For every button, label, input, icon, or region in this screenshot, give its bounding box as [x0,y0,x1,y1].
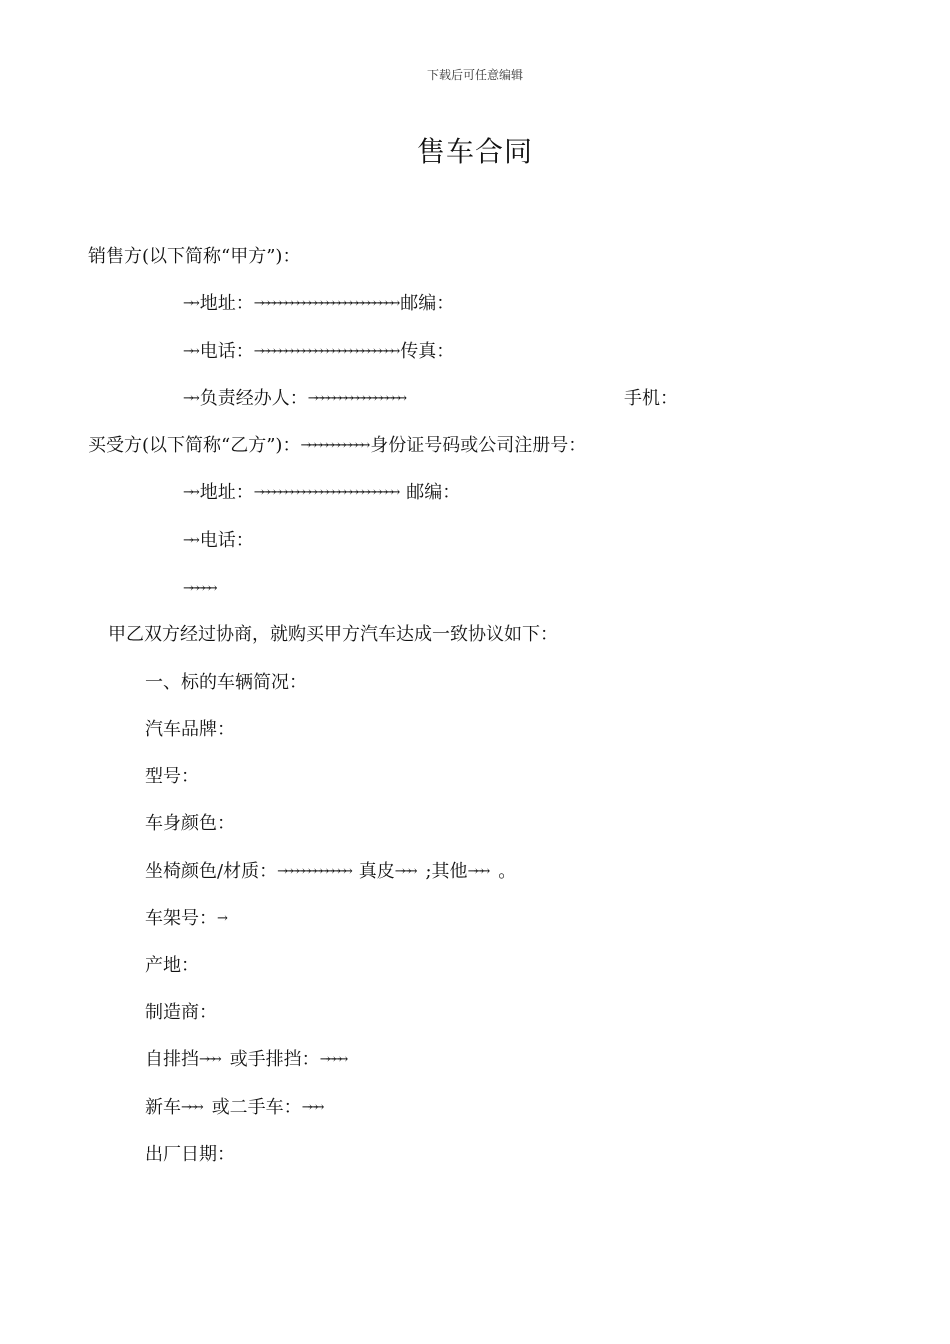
seller-label: 销售方(以下简称“甲方”)： [88,246,301,267]
brand-label: 汽车品牌： [145,719,235,740]
section1-heading: 一、标的车辆简况： [145,672,307,693]
seat-label: 坐椅颜色/材质： [145,861,278,882]
seller-phone-lead: →→ [183,344,195,359]
seat-row [145,860,516,884]
used-label: 或二手车： [211,1097,302,1118]
buyer-id-label: 身份证号码或公司注册号： [370,435,587,456]
buyer-postcode-label: 邮编： [406,482,461,503]
seller-mobile-label: 手机： [624,388,678,409]
auto-fill: →→→ [199,1052,217,1067]
buyer-row [88,434,586,458]
buyer-phone-lead: →→ [183,533,195,548]
manual-label: 或手排挡： [229,1049,320,1070]
buyer-blank-fill: →→→→→ [183,581,213,596]
leather-fill: →→→ [394,864,413,879]
condition-row [145,1096,324,1120]
seller-phone-row [183,340,454,364]
vin-label: 车架号： [145,908,217,929]
new-label: 新车 [145,1097,181,1118]
seller-address-row [183,292,454,316]
seller-agent-lead: →→ [183,391,195,406]
buyer-label: 买受方(以下简称“乙方”)： [88,435,301,456]
seat-fill: →→→→→→→→→→→→ [277,864,348,879]
other-fill: →→→ [467,864,486,879]
buyer-label-fill: →→→→→→→→→→→ [300,438,366,453]
other-label: ;其他 [425,861,468,882]
seller-agent-row [183,387,407,411]
new-fill: →→→ [181,1100,199,1115]
seller-postcode-label: 邮编： [400,293,455,314]
body-color-label: 车身颜色： [145,813,235,834]
maker-label: 制造商： [145,1002,217,1023]
buyer-address-label: 地址： [199,482,254,503]
date-label: 出厂日期： [145,1144,235,1165]
used-fill: →→→ [301,1100,320,1115]
leather-label: 真皮 [358,861,395,882]
transmission-row [145,1048,348,1072]
buyer-address-lead: →→ [183,485,195,500]
intro-text: 甲乙双方经过协商，就购买甲方汽车达成一致协议如下： [108,624,558,645]
origin-label: 产地： [145,955,199,976]
vin-row [145,907,228,931]
model-label: 型号： [145,766,199,787]
seat-end: 。 [498,861,517,882]
document-title: 售车合同 [416,135,533,168]
seller-address-lead: →→ [183,296,195,311]
seller-phone-fill: →→→→→→→→→→→→→→→→→→→→→→→→ [253,344,396,359]
manual-fill: →→→→ [319,1052,344,1067]
auto-label: 自排挡 [145,1049,199,1070]
seller-address-label: 地址： [199,293,254,314]
seller-fax-label: 传真： [400,341,455,362]
buyer-phone-label: 电话： [199,530,254,551]
seller-phone-label: 电话： [199,341,254,362]
seller-agent-label: 负责经办人： [199,388,308,409]
header-note: 下载后可任意编辑 [426,68,523,82]
vin-fill: → [217,911,223,926]
buyer-phone-row [183,529,254,553]
seller-address-fill: →→→→→→→→→→→→→→→→→→→→→→→→ [253,296,396,311]
buyer-address-row [183,481,460,505]
buyer-blank-row [183,577,217,601]
seller-agent-fill: →→→→→→→→→→→→→→→→ [307,391,403,406]
buyer-address-fill: →→→→→→→→→→→→→→→→→→→→→→→→ [253,485,396,500]
